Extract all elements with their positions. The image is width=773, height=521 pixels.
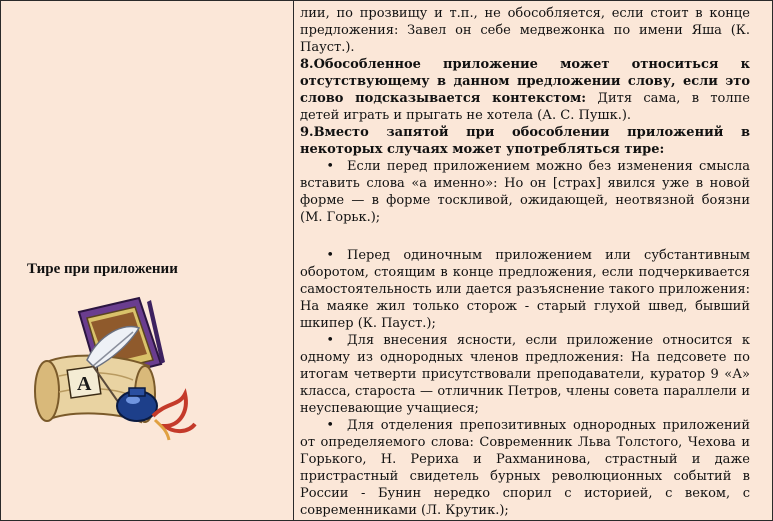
bullet-item [300,417,750,519]
svg-text:А: А [77,373,92,395]
bullet-icon: • [326,159,334,174]
ribbon-icon [153,394,195,440]
bullet-item [300,332,750,417]
bullet-text: Для внесения ясности, если приложение относится к одному из однородных членов предложения: На педсовете по итогам четверти присутствовали преподаватели, куратор 9 «А» класса, староста — отличник Петров, члены совета параллели и неуспевающие учащиеся; [300,333,750,416]
bullet-item [300,158,750,226]
rule-8-heading: 8.Обособленное приложение может относиться к отсутствующему в данном предложении слову, если это слово подсказывается контекстом: [300,57,750,106]
term-title: Тире при приложении [27,261,178,277]
bullet-text: Если перед приложением можно без изменения смысла вставить слова «а именно»: Но он [страх] явился уже в новой форме — в форме тоскливой, ожидающей, неотвязной боязни (М. Горьк.); [300,159,750,225]
bullet-text: Перед одиночным приложением или субстантивным оборотом, стоящим в конце предложения, если подчеркивается самостоятельность или дается разъяснение такого приложения: На маяке жил только сторож - старый глухой швед, бывший шкипер (К. Пауст.); [300,248,750,331]
term-cell [1,1,294,520]
bullet-text: Для отделения препозитивных однородных приложений от определяемого слова: Современник Льва Толстого, Чехова и Горького, Н. Рериха и Рахманинова, страстный и даже пристрастный свидетель бурных революционных событий в России - Бунин нередко спорил с историей, с веком, с современниками (Л. Крутик.); [300,418,750,518]
rule-9-heading: 9.Вместо запятой при обособлении приложений в некоторых случаях может употребляться тире: [300,125,750,157]
scroll-quill-inkpot-book-icon [29,294,199,446]
bullet-icon: • [326,248,334,263]
bullet-icon: • [326,418,334,433]
rules-cell [294,1,772,520]
bullet-icon: • [326,333,334,348]
rule-8-example: Дитя сама, в толпе детей играть и прыгать не хотела (А. С. Пушк.). [300,91,750,123]
continuation-paragraph: лии, по прозвищу и т.п., не обособляется, если стоит в конце предложения: Завел он себе медвежонка по имени Яша (К. Пауст.). [300,6,750,55]
bullet-item [300,247,750,332]
rule-8 [300,56,750,124]
